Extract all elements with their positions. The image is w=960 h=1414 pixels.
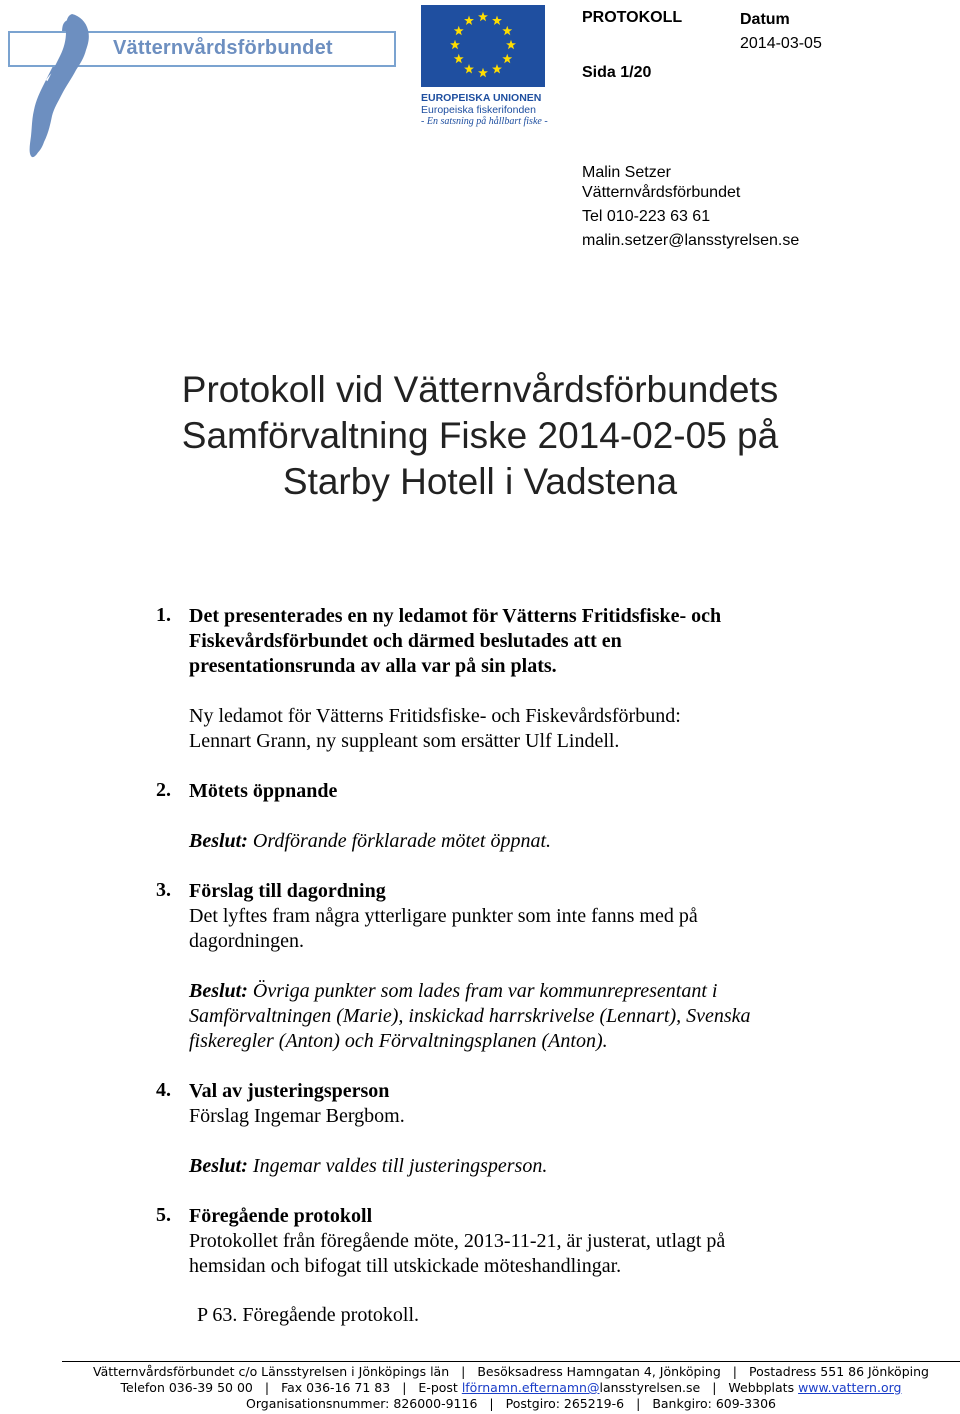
decision-line: Övriga punkter som lades fram var kommunrepresentant i — [252, 980, 718, 1002]
eu-fund-text: Europeiska fiskerifonden — [421, 104, 536, 116]
footer-email-domain: lansstyrelsen.se — [599, 1380, 701, 1395]
contact-phone: Tel 010-223 63 61 — [582, 208, 711, 225]
item-number: 5. — [156, 1204, 171, 1226]
item-number: 2. — [156, 779, 171, 801]
decision-line: fiskeregler (Anton) och Förvaltningsplanen (Anton). — [189, 1030, 608, 1052]
title-line: Starby Hotell i Vadstena — [282, 461, 678, 502]
body-line: Protokollet från föregående möte, 2013-11-21, är justerat, utlagt på — [189, 1230, 726, 1252]
body-line: dagordningen. — [189, 930, 304, 952]
item-5-reference: P 63. Föregående protokoll. — [197, 1304, 420, 1326]
footer-visit-address: Besöksadress Hamngatan 4, Jönköping — [477, 1364, 721, 1379]
decision-label: Beslut: — [189, 1155, 248, 1177]
item-3-heading: Förslag till dagordning — [189, 880, 386, 902]
item-1-body — [189, 704, 829, 754]
eu-flag-icon — [421, 5, 545, 87]
page-number: Sida 1/20 — [582, 64, 652, 81]
footer-web-label: Webbplats — [728, 1380, 799, 1395]
org-name-logo-text: Vätternvårdsförbundet — [113, 37, 333, 59]
item-5-body — [189, 1229, 829, 1279]
footer-address-line: Vätternvårdsförbundet c/o Länsstyrelsen i Jönköpings län | Besöksadress Hamngatan 4, Jönköping | Postadress 551 86 Jönköping — [93, 1364, 929, 1379]
lake-overlay-icon — [30, 12, 110, 162]
page-title — [80, 367, 880, 505]
item-3-decision — [189, 979, 809, 1054]
body-line: Lennart Grann, ny suppleant som ersätter Ulf Lindell. — [189, 730, 620, 752]
heading-line: Det presenterades en ny ledamot för Vätterns Fritidsfiske- och — [189, 605, 722, 627]
footer-postgiro: Postgiro: 265219-6 — [505, 1396, 625, 1411]
footer-contact-line: Telefon 036-39 50 00 | Fax 036-16 71 83 | E-post lförnamn.efternamn@lansstyrelsen.se | Webbplats www.vattern.org — [120, 1380, 902, 1395]
heading-line: Fiskevårdsförbundet och därmed beslutades att en — [189, 630, 622, 652]
footer-org: Vätternvårdsförbundet c/o Länsstyrelsen i Jönköpings län — [93, 1364, 450, 1379]
eu-slogan-text: - En satsning på hållbart fiske - — [421, 116, 548, 127]
item-5-heading: Föregående protokoll — [189, 1205, 373, 1227]
footer-divider — [62, 1361, 960, 1362]
contact-email[interactable]: malin.setzer@lansstyrelsen.se — [582, 232, 800, 249]
date-label: Datum — [740, 11, 790, 28]
item-4-decision — [189, 1154, 809, 1179]
decision-label: Beslut: — [189, 830, 248, 852]
footer-email-label: E-post — [418, 1380, 462, 1395]
item-2-decision — [189, 829, 809, 854]
item-number: 4. — [156, 1079, 171, 1101]
item-1-heading — [189, 604, 829, 679]
body-line: Ny ledamot för Vätterns Fritidsfiske- och Fiskevårdsförbund: — [189, 705, 681, 727]
footer-postal-address: Postadress 551 86 Jönköping — [748, 1364, 929, 1379]
decision-text: Ordförande förklarade mötet öppnat. — [252, 830, 552, 852]
decision-label: Beslut: — [189, 980, 248, 1002]
item-number: 1. — [156, 604, 171, 626]
title-line: Samförvaltning Fiske 2014-02-05 på — [181, 415, 779, 456]
contact-org: Vätternvårdsförbundet — [582, 184, 741, 201]
decision-text: Ingemar valdes till justeringsperson. — [252, 1155, 548, 1177]
body-line: Det lyftes fram några ytterligare punkter som inte fanns med på — [189, 905, 698, 927]
heading-line: presentationsrunda av alla var på sin plats. — [189, 655, 557, 677]
footer-bankgiro: Bankgiro: 609-3306 — [652, 1396, 776, 1411]
item-number: 3. — [156, 879, 171, 901]
item-3-body — [189, 904, 829, 954]
decision-line: Samförvaltningen (Marie), inskickad harrskrivelse (Lennart), Svenska — [189, 1005, 751, 1027]
contact-name: Malin Setzer — [582, 164, 671, 181]
footer-email-link[interactable]: lförnamn.efternamn@ — [461, 1380, 600, 1395]
footer-web-link[interactable]: www.vattern.org — [798, 1380, 902, 1395]
date-value: 2014-03-05 — [740, 35, 822, 52]
item-4-heading: Val av justeringsperson — [189, 1080, 390, 1102]
footer-registration-line: Organisationsnummer: 826000-9116 | Postgiro: 265219-6 | Bankgiro: 609-3306 — [246, 1396, 776, 1411]
body-line: hemsidan och bifogat till utskickade möteshandlingar. — [189, 1255, 622, 1277]
footer-fax: Fax 036-16 71 83 — [281, 1380, 391, 1395]
footer-org-number: Organisationsnummer: 826000-9116 — [246, 1396, 478, 1411]
item-2-heading: Mötets öppnande — [189, 780, 338, 802]
item-4-body: Förslag Ingemar Bergbom. — [189, 1105, 405, 1127]
footer-phone: Telefon 036-39 50 00 — [120, 1380, 253, 1395]
title-line: Protokoll vid Vätternvårdsförbundets — [181, 369, 779, 410]
document-type-label: PROTOKOLL — [582, 9, 683, 26]
eu-union-text: EUROPEISKA UNIONEN — [421, 92, 542, 104]
